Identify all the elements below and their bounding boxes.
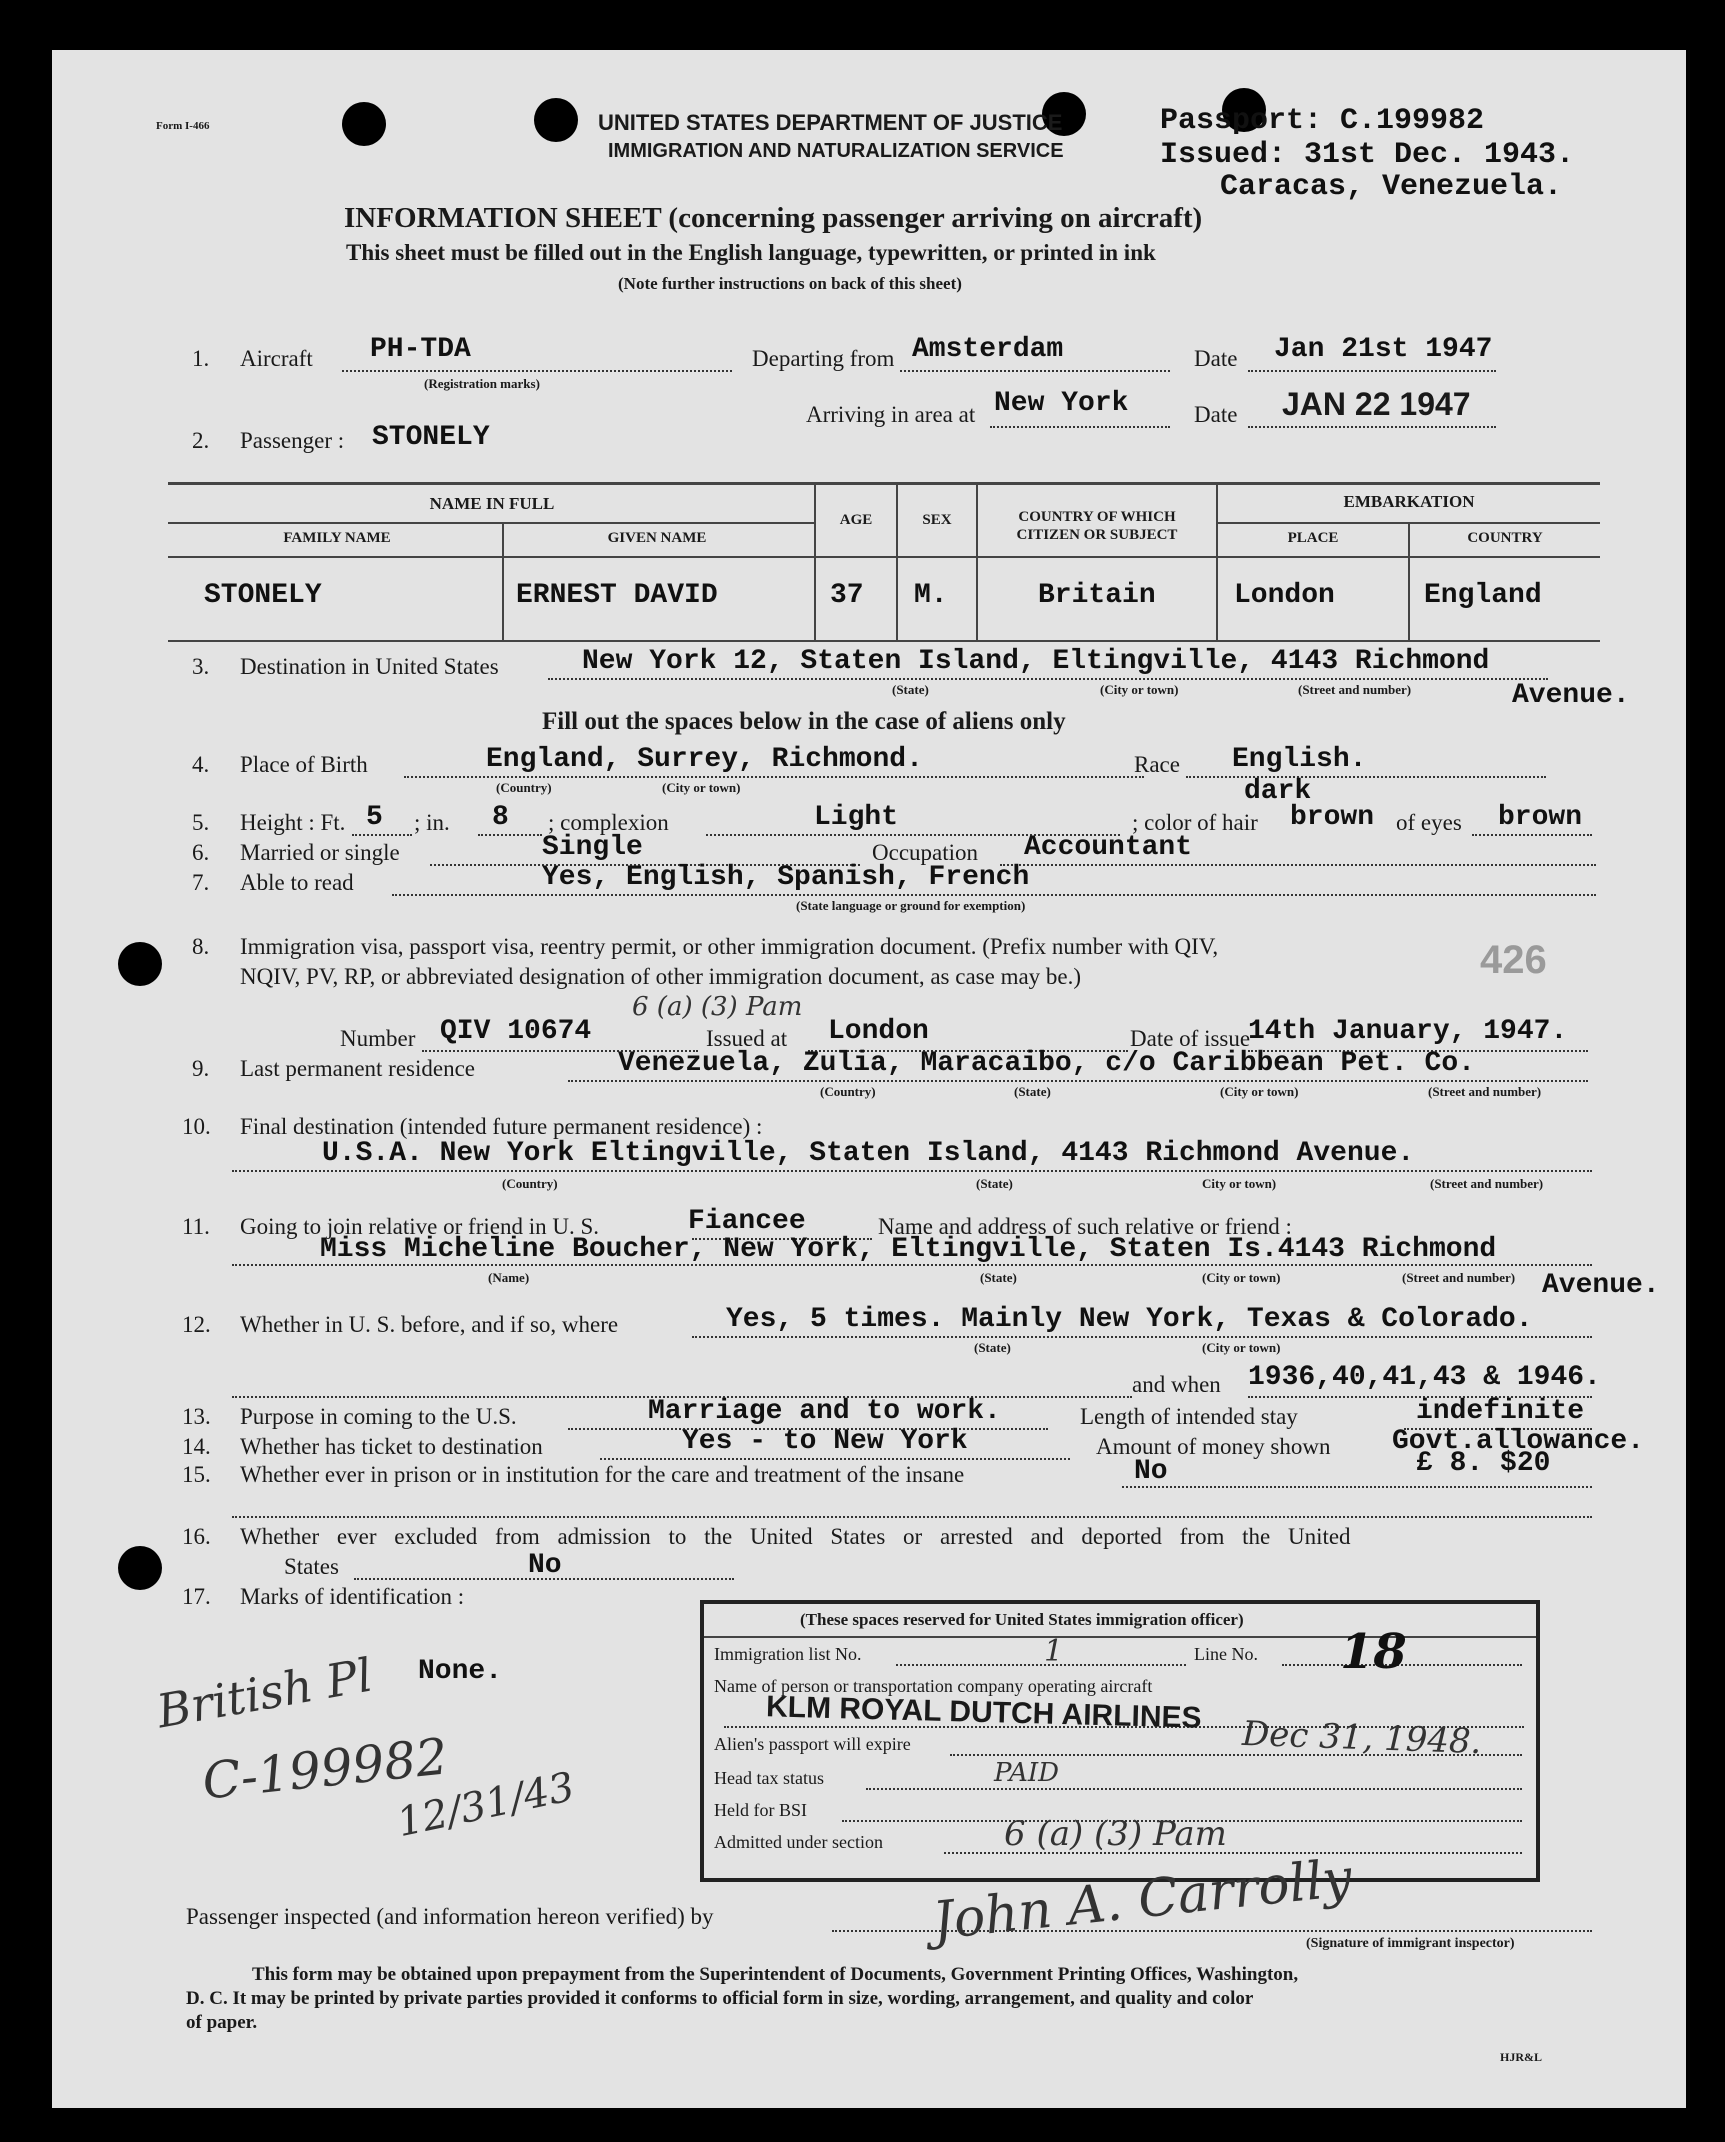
age-header: AGE	[839, 512, 873, 528]
city-caption: (City or town)	[1220, 1084, 1299, 1099]
passport-number: Passport: C.199982	[1160, 104, 1485, 138]
issue-date-label: Date of issue	[1130, 1026, 1251, 1051]
item-number: 15.	[182, 1462, 211, 1487]
money-value: Govt.allowance.	[1392, 1426, 1645, 1457]
residence-value: Venezuela, Zulia, Maracaibo, c/o Caribbean Pet. Co.	[618, 1048, 1475, 1079]
height-in-label: ; in.	[414, 810, 450, 835]
country-caption: (Country)	[502, 1176, 558, 1191]
item-number: 17.	[182, 1584, 211, 1609]
relative-address-label: Name and address of such relative or friend :	[878, 1214, 1292, 1239]
issued-at-value: London	[828, 1016, 929, 1047]
destination-value: New York 12, Staten Island, Eltingville, 4143 Richmond	[582, 646, 1490, 677]
operator-value: KLM ROYAL DUTCH AIRLINES	[765, 1690, 1202, 1735]
item-number: 12.	[182, 1312, 211, 1337]
department-name: UNITED STATES DEPARTMENT OF JUSTICE	[598, 110, 1063, 135]
aircraft-label: Aircraft	[240, 346, 313, 371]
aircraft-value: PH-TDA	[370, 334, 471, 365]
height-ft-label: Height : Ft.	[240, 810, 346, 835]
inspector-label: Passenger inspected (and information hereon verified) by	[186, 1904, 714, 1929]
relative-relation: Fiancee	[688, 1206, 806, 1237]
item-number: 2.	[192, 428, 210, 453]
visa-text-line2: NQIV, PV, RP, or abbreviated designation of other immigration document, as case may be.)	[240, 964, 1082, 989]
punch-hole	[118, 942, 162, 986]
footer-line1: This form may be obtained upon prepayment from the Superintendent of Documents, Government Printing Offices, Washington,	[252, 1964, 1299, 1985]
issue-date-value: 14th January, 1947.	[1248, 1016, 1568, 1047]
when-label: and when	[1132, 1372, 1221, 1397]
height-in-value: 8	[492, 802, 509, 833]
city-caption: City or town)	[1202, 1176, 1277, 1191]
occupation-value: Accountant	[1024, 832, 1193, 863]
official-use-box	[700, 1600, 1540, 1882]
departure-date: Jan 21st 1947	[1274, 334, 1493, 365]
name-caption: (Name)	[488, 1270, 530, 1285]
punch-hole	[342, 102, 386, 146]
city-caption: (City or town)	[1202, 1340, 1281, 1355]
street-caption: (Street and number)	[1430, 1176, 1544, 1191]
signature-caption: (Signature of immigrant inspector)	[1306, 1936, 1515, 1951]
date-label: Date	[1194, 346, 1238, 371]
prison-label: Whether ever in prison or in institution for the care and treatment of the insane	[240, 1462, 965, 1487]
complexion-label: ; complexion	[548, 810, 669, 835]
hand-note-date: 12/31/43	[393, 1763, 579, 1847]
departing-label: Departing from	[752, 346, 895, 371]
complexion-value: Light	[814, 802, 899, 833]
state-caption: (State)	[976, 1176, 1013, 1191]
issued-at-label: Issued at	[706, 1026, 788, 1051]
operator-label: Name of person or transportation company operating aircraft	[714, 1676, 1153, 1696]
age-cell: 37	[830, 580, 864, 611]
marital-value: Single	[542, 832, 643, 863]
item-number: 3.	[192, 654, 210, 679]
height-ft-value: 5	[366, 802, 383, 833]
state-caption: (State)	[980, 1270, 1017, 1285]
relative-value: Miss Micheline Boucher, New York, Eltingville, Staten Is.4143 Richmond	[320, 1234, 1497, 1265]
visa-text-line1: Immigration visa, passport visa, reentry permit, or other immigration document. (Prefix number with QIV,	[240, 934, 1219, 959]
excluded-value: No	[528, 1550, 562, 1581]
birthplace-label: Place of Birth	[240, 752, 368, 777]
given-name-cell: ERNEST DAVID	[516, 580, 718, 611]
item-number: 8.	[192, 934, 210, 959]
visa-hand-note: 6 (a) (3) Pam	[632, 992, 803, 1022]
sex-header: SEX	[922, 512, 952, 528]
language-caption: (State language or ground for exemption)	[796, 898, 1026, 913]
final-destination-value: U.S.A. New York Eltingville, Staten Island, 4143 Richmond Avenue.	[322, 1138, 1415, 1169]
sex-cell: M.	[914, 580, 948, 611]
footer-line2: D. C. It may be printed by private parties provided it conforms to official form in size, wording, arrangement, and quality and color	[186, 1988, 1254, 2009]
date-label: Date	[1194, 402, 1238, 427]
sheet-subtitle: This sheet must be filled out in the English language, typewritten, or printed in ink	[346, 240, 1156, 265]
ticket-label: Whether has ticket to destination	[240, 1434, 543, 1459]
embarkation-country-cell: England	[1424, 580, 1542, 611]
item-number: 5.	[192, 810, 210, 835]
hand-note-nationality: British Pl	[152, 1647, 377, 1739]
previous-visit-value: Yes, 5 times. Mainly New York, Texas & Colorado.	[726, 1304, 1533, 1335]
footer-line3: of paper.	[186, 2012, 258, 2033]
street-caption: (Street and number)	[1298, 682, 1412, 697]
official-box-title: (These spaces reserved for United States immigration officer)	[800, 1610, 1244, 1629]
arrival-date-stamp: JAN 22 1947	[1282, 386, 1471, 422]
section-label: Admitted under section	[714, 1832, 883, 1852]
country-caption: (Country)	[820, 1084, 876, 1099]
citizenship-header: COUNTRY OF WHICH CITIZEN OR SUBJECT	[1016, 509, 1178, 543]
when-value: 1936,40,41,43 & 1946.	[1248, 1362, 1601, 1393]
item-number: 9.	[192, 1056, 210, 1081]
citizenship-cell: Britain	[1038, 580, 1156, 611]
identification-value: None.	[418, 1656, 503, 1687]
place-header: PLACE	[1287, 530, 1339, 546]
state-caption: (State)	[1014, 1084, 1051, 1099]
passport-expire-label: Alien's passport will expire	[714, 1734, 911, 1754]
item-number: 10.	[182, 1114, 211, 1139]
visa-number-value: QIV 10674	[440, 1016, 592, 1047]
city-caption: (City or town)	[1202, 1270, 1281, 1285]
stay-value: indefinite	[1416, 1396, 1585, 1427]
item-number: 4.	[192, 752, 210, 777]
line-number-value: 18	[1340, 1624, 1407, 1680]
destination-label: Destination in United States	[240, 654, 499, 679]
street-caption: (Street and number)	[1428, 1084, 1542, 1099]
service-name: IMMIGRATION AND NATURALIZATION SERVICE	[608, 140, 1064, 162]
passenger-label: Passenger :	[240, 428, 345, 453]
family-name-header: FAMILY NAME	[283, 530, 391, 546]
purpose-value: Marriage and to work.	[648, 1396, 1001, 1427]
city-caption: (City or town)	[662, 780, 741, 795]
embarkation-place-cell: London	[1234, 580, 1335, 611]
immigration-list-value: 1	[1044, 1634, 1064, 1669]
bsi-label: Held for BSI	[714, 1800, 807, 1820]
passport-expire-value: Dec 31, 1948.	[1241, 1713, 1483, 1763]
item-number: 6.	[192, 840, 210, 865]
item-number: 14.	[182, 1434, 211, 1459]
state-caption: (State)	[974, 1340, 1011, 1355]
sheet-note: (Note further instructions on back of this sheet)	[618, 274, 962, 293]
arriving-label: Arriving in area at	[806, 402, 976, 427]
item-number: 16.	[182, 1524, 211, 1549]
punch-hole	[534, 98, 578, 142]
immigration-list-label: Immigration list No.	[714, 1644, 862, 1664]
relative-value-cont: Avenue.	[1542, 1270, 1660, 1301]
destination-value-cont: Avenue.	[1512, 680, 1630, 711]
country-header: COUNTRY	[1467, 530, 1543, 546]
marital-label: Married or single	[240, 840, 400, 865]
embarkation-header: EMBARKATION	[1343, 492, 1475, 511]
sheet-title: INFORMATION SHEET (concerning passenger arriving on aircraft)	[344, 202, 1203, 234]
money-label: Amount of money shown	[1096, 1434, 1331, 1459]
previous-visit-label: Whether in U. S. before, and if so, where	[240, 1312, 619, 1337]
race-label: Race	[1134, 752, 1180, 777]
item-number: 1.	[192, 346, 210, 371]
prison-value: No	[1134, 1456, 1168, 1487]
country-caption: (Country)	[496, 780, 552, 795]
item-number: 13.	[182, 1404, 211, 1429]
city-caption: (City or town)	[1100, 682, 1179, 697]
relative-label: Going to join relative or friend in U. S.	[240, 1214, 599, 1239]
stay-label: Length of intended stay	[1080, 1404, 1298, 1429]
passport-place: Caracas, Venezuela.	[1220, 170, 1563, 204]
eyes-label: of eyes	[1396, 810, 1462, 835]
hand-note-passport: C-199982	[199, 1727, 451, 1811]
hair-label: ; color of hair	[1132, 810, 1258, 835]
visa-number-label: Number	[340, 1026, 416, 1051]
head-tax-value: PAID	[994, 1758, 1059, 1788]
read-label: Able to read	[240, 870, 354, 895]
street-caption: (Street and number)	[1402, 1270, 1516, 1285]
registration-caption: (Registration marks)	[424, 376, 540, 391]
head-tax-label: Head tax status	[714, 1768, 824, 1788]
race-value: English.	[1232, 744, 1367, 775]
information-sheet	[52, 50, 1686, 2108]
passport-issued: Issued: 31st Dec. 1943.	[1160, 138, 1575, 172]
departing-value: Amsterdam	[912, 334, 1064, 365]
read-value: Yes, English, Spanish, French	[542, 862, 1030, 893]
excluded-label: Whether ever excluded from admission to the United States or arrested and deported from the United	[240, 1524, 1351, 1549]
aliens-heading: Fill out the spaces below in the case of aliens only	[542, 708, 1066, 735]
form-number: Form I-466	[156, 120, 210, 132]
line-number-label: Line No.	[1194, 1644, 1258, 1664]
purpose-label: Purpose in coming to the U.S.	[240, 1404, 517, 1429]
birthplace-value: England, Surrey, Richmond.	[486, 744, 923, 775]
ticket-value: Yes - to New York	[682, 1426, 968, 1457]
item-number: 7.	[192, 870, 210, 895]
passenger-value: STONELY	[372, 422, 490, 453]
final-destination-label: Final destination (intended future permanent residence) :	[240, 1114, 763, 1139]
given-name-header: GIVEN NAME	[607, 530, 707, 546]
hair-note: dark	[1244, 776, 1312, 807]
state-caption: (State)	[892, 682, 929, 697]
hair-value: brown	[1290, 802, 1375, 833]
printer-mark: HJR&L	[1500, 2050, 1542, 2064]
money-amount: £ 8. $20	[1416, 1448, 1551, 1479]
item-number: 11.	[182, 1214, 210, 1239]
inspector-signature: John A. Carrolly	[930, 1848, 1355, 1952]
name-in-full-header: NAME IN FULL	[429, 494, 555, 513]
excluded-label-cont: States	[284, 1554, 339, 1579]
identification-label: Marks of identification :	[240, 1584, 465, 1609]
residence-label: Last permanent residence	[240, 1056, 475, 1081]
visa-stamp: 426	[1480, 938, 1547, 982]
arriving-value: New York	[994, 388, 1129, 419]
section-value: 6 (a) (3) Pam	[1004, 1814, 1227, 1854]
occupation-label: Occupation	[872, 840, 979, 865]
family-name-cell: STONELY	[204, 580, 322, 611]
eyes-value: brown	[1498, 802, 1583, 833]
punch-hole	[118, 1546, 162, 1590]
